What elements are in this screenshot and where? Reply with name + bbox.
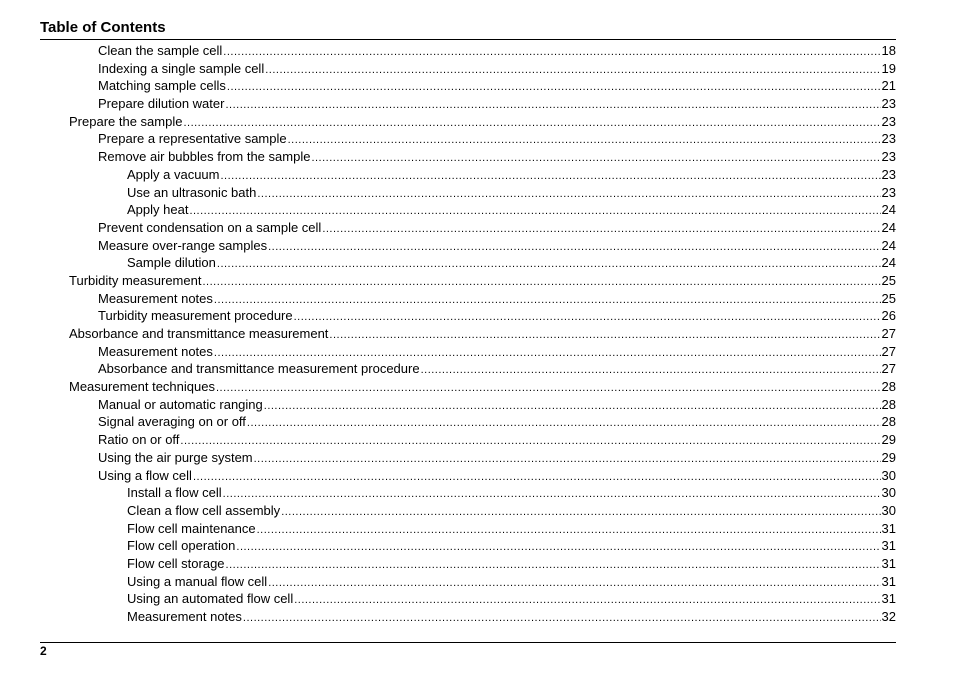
toc-entry-title: Clean the sample cell <box>98 43 223 58</box>
toc-entry[interactable] <box>40 590 896 608</box>
toc-entry[interactable] <box>40 537 896 555</box>
toc-entry-title: Absorbance and transmittance measurement procedure <box>98 361 420 377</box>
toc-entry-page: 24 <box>881 219 896 235</box>
toc-entry-title: Measurement techniques <box>69 379 215 395</box>
toc-entry[interactable] <box>40 237 896 255</box>
toc-entry-page: 23 <box>881 96 896 112</box>
toc-entry-title: Prepare a representative sample <box>98 131 287 147</box>
toc-entry[interactable] <box>40 95 896 113</box>
page-header <box>40 18 896 40</box>
toc-entry-page: 23 <box>881 149 896 165</box>
toc-entry-title: Prevent condensation on a sample cell <box>98 219 322 235</box>
toc-entry-page: 18 <box>881 43 896 58</box>
toc-entry-title: Remove air bubbles from the sample <box>98 149 311 165</box>
toc-entry[interactable] <box>40 166 896 184</box>
toc-entry-page: 23 <box>881 166 896 182</box>
toc-entry-page: 24 <box>881 237 896 253</box>
toc-entry-page: 30 <box>881 467 896 483</box>
toc-entry-title: Flow cell maintenance <box>127 520 256 536</box>
toc-entry-page: 29 <box>881 449 896 465</box>
toc-entry-page: 28 <box>881 396 896 412</box>
toc-entry-title: Using an automated flow cell <box>127 591 294 607</box>
toc-entry-title: Use an ultrasonic bath <box>127 184 257 200</box>
toc-entry-page: 25 <box>881 290 896 306</box>
toc-entry[interactable] <box>40 555 896 573</box>
toc-entry-page: 21 <box>881 78 896 94</box>
toc-entry[interactable] <box>40 113 896 131</box>
toc-entry-page: 27 <box>881 326 896 341</box>
toc-entry-title: Prepare the sample <box>69 113 183 129</box>
toc-entry-title: Turbidity measurement <box>69 272 202 288</box>
toc-entry-title: Measurement notes <box>98 290 213 306</box>
toc-entry[interactable] <box>40 467 896 485</box>
toc-entry-page: 28 <box>881 379 896 395</box>
toc-entry[interactable] <box>40 360 896 378</box>
toc-entry-page: 30 <box>881 502 896 518</box>
toc-entry-page: 23 <box>881 184 896 200</box>
toc-entry-title: Apply heat <box>127 202 189 218</box>
toc-entry-title: Indexing a single sample cell <box>98 60 265 76</box>
page-footer <box>40 642 896 659</box>
toc-entry[interactable] <box>40 573 896 591</box>
toc-entry-page: 24 <box>881 202 896 218</box>
toc-entry[interactable] <box>40 431 896 449</box>
toc-entry-page: 31 <box>881 538 896 554</box>
toc-entry[interactable] <box>40 184 896 202</box>
toc-entry-page: 31 <box>881 591 896 607</box>
toc-entry-title: Ratio on or off <box>98 432 180 448</box>
toc-entry[interactable] <box>40 42 896 60</box>
toc-entry[interactable] <box>40 148 896 166</box>
toc-entry-page: 30 <box>881 485 896 501</box>
toc-entry[interactable] <box>40 378 896 396</box>
toc-entry[interactable] <box>40 343 896 361</box>
toc-entry[interactable] <box>40 520 896 538</box>
page-number: 2 <box>40 644 47 658</box>
toc-entry-title: Install a flow cell <box>127 485 222 501</box>
toc-entry-page: 23 <box>881 113 896 129</box>
toc-entry-title: Measurement notes <box>98 343 213 359</box>
toc-entry[interactable] <box>40 77 896 95</box>
toc-entry[interactable] <box>40 413 896 431</box>
toc-entry-title: Apply a vacuum <box>127 166 220 182</box>
toc-entry-title: Signal averaging on or off <box>98 414 246 430</box>
toc-entry-page: 19 <box>881 60 896 76</box>
toc-entry-page: 31 <box>881 555 896 571</box>
toc-entry[interactable] <box>40 449 896 467</box>
toc-entry-page: 24 <box>881 255 896 271</box>
toc-entry-page: 28 <box>881 414 896 430</box>
toc-entry[interactable] <box>40 272 896 290</box>
toc-entry[interactable] <box>40 130 896 148</box>
toc-entry[interactable] <box>40 608 896 626</box>
toc-entry-title: Measure over-range samples <box>98 237 268 253</box>
toc-entry-page: 31 <box>881 573 896 589</box>
toc-entry-title: Turbidity measurement procedure <box>98 308 293 324</box>
toc-entry[interactable] <box>40 201 896 219</box>
toc-entry-title: Using a manual flow cell <box>127 573 268 589</box>
toc-entry[interactable] <box>40 325 896 343</box>
table-of-contents <box>40 42 896 626</box>
toc-entry[interactable] <box>40 219 896 237</box>
toc-entry[interactable] <box>40 307 896 325</box>
toc-heading: Table of Contents <box>40 19 166 36</box>
toc-entry-title: Absorbance and transmittance measurement <box>69 326 329 341</box>
toc-entry[interactable] <box>40 484 896 502</box>
toc-entry-title: Prepare dilution water <box>98 96 225 112</box>
toc-entry-page: 23 <box>881 131 896 147</box>
toc-entry-page: 26 <box>881 308 896 324</box>
toc-entry-title: Flow cell storage <box>127 555 225 571</box>
toc-entry-page: 27 <box>881 361 896 377</box>
toc-entry[interactable] <box>40 60 896 78</box>
toc-entry-page: 25 <box>881 272 896 288</box>
toc-entry-title: Matching sample cells <box>98 78 226 94</box>
toc-entry-title: Using a flow cell <box>98 467 192 483</box>
toc-entry[interactable] <box>40 396 896 414</box>
toc-entry-title: Manual or automatic ranging <box>98 396 263 412</box>
toc-entry-title: Sample dilution <box>127 255 216 271</box>
toc-entry-title: Measurement notes <box>127 609 242 624</box>
dot-leader <box>243 608 881 628</box>
toc-entry-title: Using the air purge system <box>98 449 253 465</box>
toc-entry-title: Flow cell operation <box>127 538 236 554</box>
toc-entry[interactable] <box>40 290 896 308</box>
toc-entry[interactable] <box>40 502 896 520</box>
toc-entry-page: 29 <box>881 432 896 448</box>
toc-entry-page: 32 <box>881 609 896 624</box>
toc-entry-page: 31 <box>881 520 896 536</box>
toc-entry-title: Clean a flow cell assembly <box>127 502 281 518</box>
toc-entry-page: 27 <box>881 343 896 359</box>
toc-entry[interactable] <box>40 254 896 272</box>
